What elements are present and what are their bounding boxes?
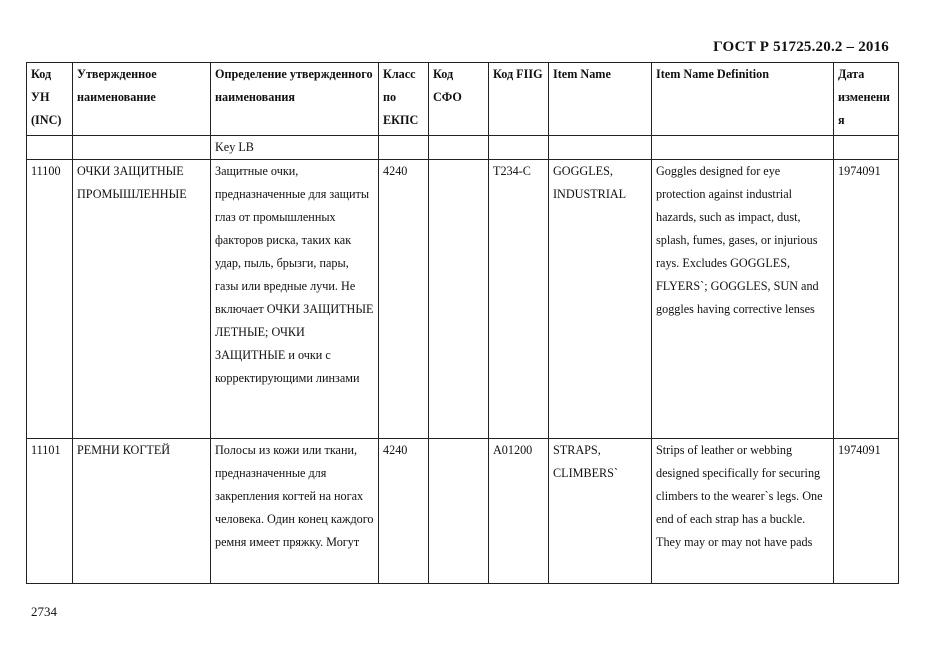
cell-fiig <box>489 136 549 160</box>
col-header-sfo: Код СФО <box>429 63 489 136</box>
col-header-inc: Код УН (INC) <box>27 63 73 136</box>
cell-item-name: STRAPS, CLIMBERS` <box>549 439 652 584</box>
cell-ekps: 4240 <box>379 439 429 584</box>
table-row <box>27 160 899 439</box>
cell-date <box>834 136 899 160</box>
cell-inc <box>27 136 73 160</box>
cell-item-definition <box>652 136 834 160</box>
table-row <box>27 136 899 160</box>
table-row <box>27 439 899 584</box>
standard-header: ГОСТ Р 51725.20.2 – 2016 <box>713 39 889 55</box>
cell-fiig: T234-C <box>489 160 549 439</box>
cell-name: ОЧКИ ЗАЩИТНЫЕ ПРОМЫШЛЕННЫЕ <box>73 160 211 439</box>
table-header-row <box>27 63 899 136</box>
col-header-ekps: Класс по ЕКПС <box>379 63 429 136</box>
cell-fiig: A01200 <box>489 439 549 584</box>
col-header-name: Утвержденное наименование <box>73 63 211 136</box>
col-header-item-name: Item Name <box>549 63 652 136</box>
cell-definition: Key LB <box>211 136 379 160</box>
cell-item-name <box>549 136 652 160</box>
col-header-date: Дата изменения <box>834 63 899 136</box>
cell-sfo <box>429 136 489 160</box>
cell-inc: 11101 <box>27 439 73 584</box>
cell-definition: Полосы из кожи или ткани, предназначенные для закрепления когтей на ногах человека. Один конец каждого ремня имеет пряжку. Могут <box>211 439 379 584</box>
cell-name: РЕМНИ КОГТЕЙ <box>73 439 211 584</box>
cell-definition: Защитные очки, предназначенные для защиты глаз от промышленных факторов риска, таких как удар, пыль, брызги, пары, газы или вредные лучи. Не включает ОЧКИ ЗАЩИТНЫЕ ЛЕТНЫЕ; ОЧКИ ЗАЩИТНЫЕ и очки с корректирующими линзами <box>211 160 379 439</box>
col-header-item-definition: Item Name Definition <box>652 63 834 136</box>
cell-date: 1974091 <box>834 160 899 439</box>
cell-ekps: 4240 <box>379 160 429 439</box>
cell-ekps <box>379 136 429 160</box>
cell-date: 1974091 <box>834 439 899 584</box>
col-header-definition: Определение утвержденного наименования <box>211 63 379 136</box>
cell-inc: 11100 <box>27 160 73 439</box>
col-header-fiig: Код FIIG <box>489 63 549 136</box>
page-number: 2734 <box>31 604 57 619</box>
items-table <box>26 62 899 584</box>
cell-sfo <box>429 439 489 584</box>
cell-item-name: GOGGLES, INDUSTRIAL <box>549 160 652 439</box>
cell-item-definition: Strips of leather or webbing designed specifically for securing climbers to the wearer`s legs. One end of each strap has a buckle. They may or may not have pads <box>652 439 834 584</box>
cell-sfo <box>429 160 489 439</box>
cell-item-definition: Goggles designed for eye protection against industrial hazards, such as impact, dust, splash, fumes, gases, or injurious rays. Excludes GOGGLES, FLYERS`; GOGGLES, SUN and goggles having corrective lenses <box>652 160 834 439</box>
cell-name <box>73 136 211 160</box>
